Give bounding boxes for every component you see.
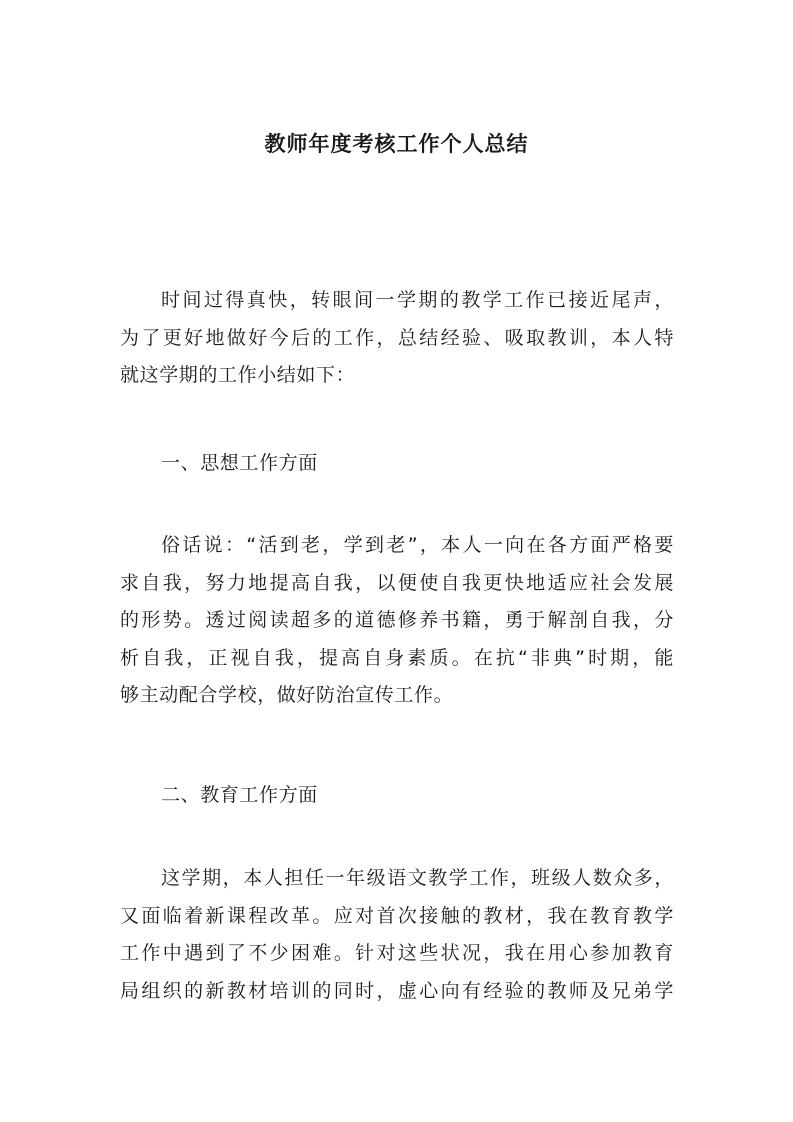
text-line: 俗话说：“活到老，学到老”，本人一向在各方面严格要 xyxy=(161,534,674,556)
section2-paragraph xyxy=(120,860,674,1010)
text-line: 够主动配合学校，做好防治宣传工作。 xyxy=(120,684,454,706)
text-line: 就这学期的工作小结如下： xyxy=(120,364,356,386)
document-title: 教师年度考核工作个人总结 xyxy=(264,132,529,156)
text-line: 求自我，努力地提高自我，以便使自我更快地适应社会发展 xyxy=(120,571,674,594)
text-line: 这学期，本人担任一年级语文教学工作，班级人数众多， xyxy=(161,867,674,889)
section-heading: 二、教育工作方面 xyxy=(161,784,318,806)
intro-paragraph xyxy=(120,282,674,395)
section1-paragraph xyxy=(120,527,674,715)
section-heading: 一、思想工作方面 xyxy=(161,452,318,474)
text-line: 析自我，正视自我，提高自身素质。在抗“非典”时期，能 xyxy=(120,646,674,669)
text-line: 局组织的新教材培训的同时，虚心向有经验的教师及兄弟学 xyxy=(120,979,674,1002)
text-line: 工作中遇到了不少困难。针对这些状况，我在用心参加教育 xyxy=(120,942,674,964)
text-line: 为了更好地做好今后的工作，总结经验、吸取教训，本人特 xyxy=(120,326,674,349)
text-line: 时间过得真快，转眼间一学期的教学工作已接近尾声， xyxy=(161,289,674,311)
text-line: 又面临着新课程改革。应对首次接触的教材，我在教育教学 xyxy=(120,904,674,927)
text-line: 的形势。透过阅读超多的道德修养书籍，勇于解剖自我，分 xyxy=(120,609,674,631)
